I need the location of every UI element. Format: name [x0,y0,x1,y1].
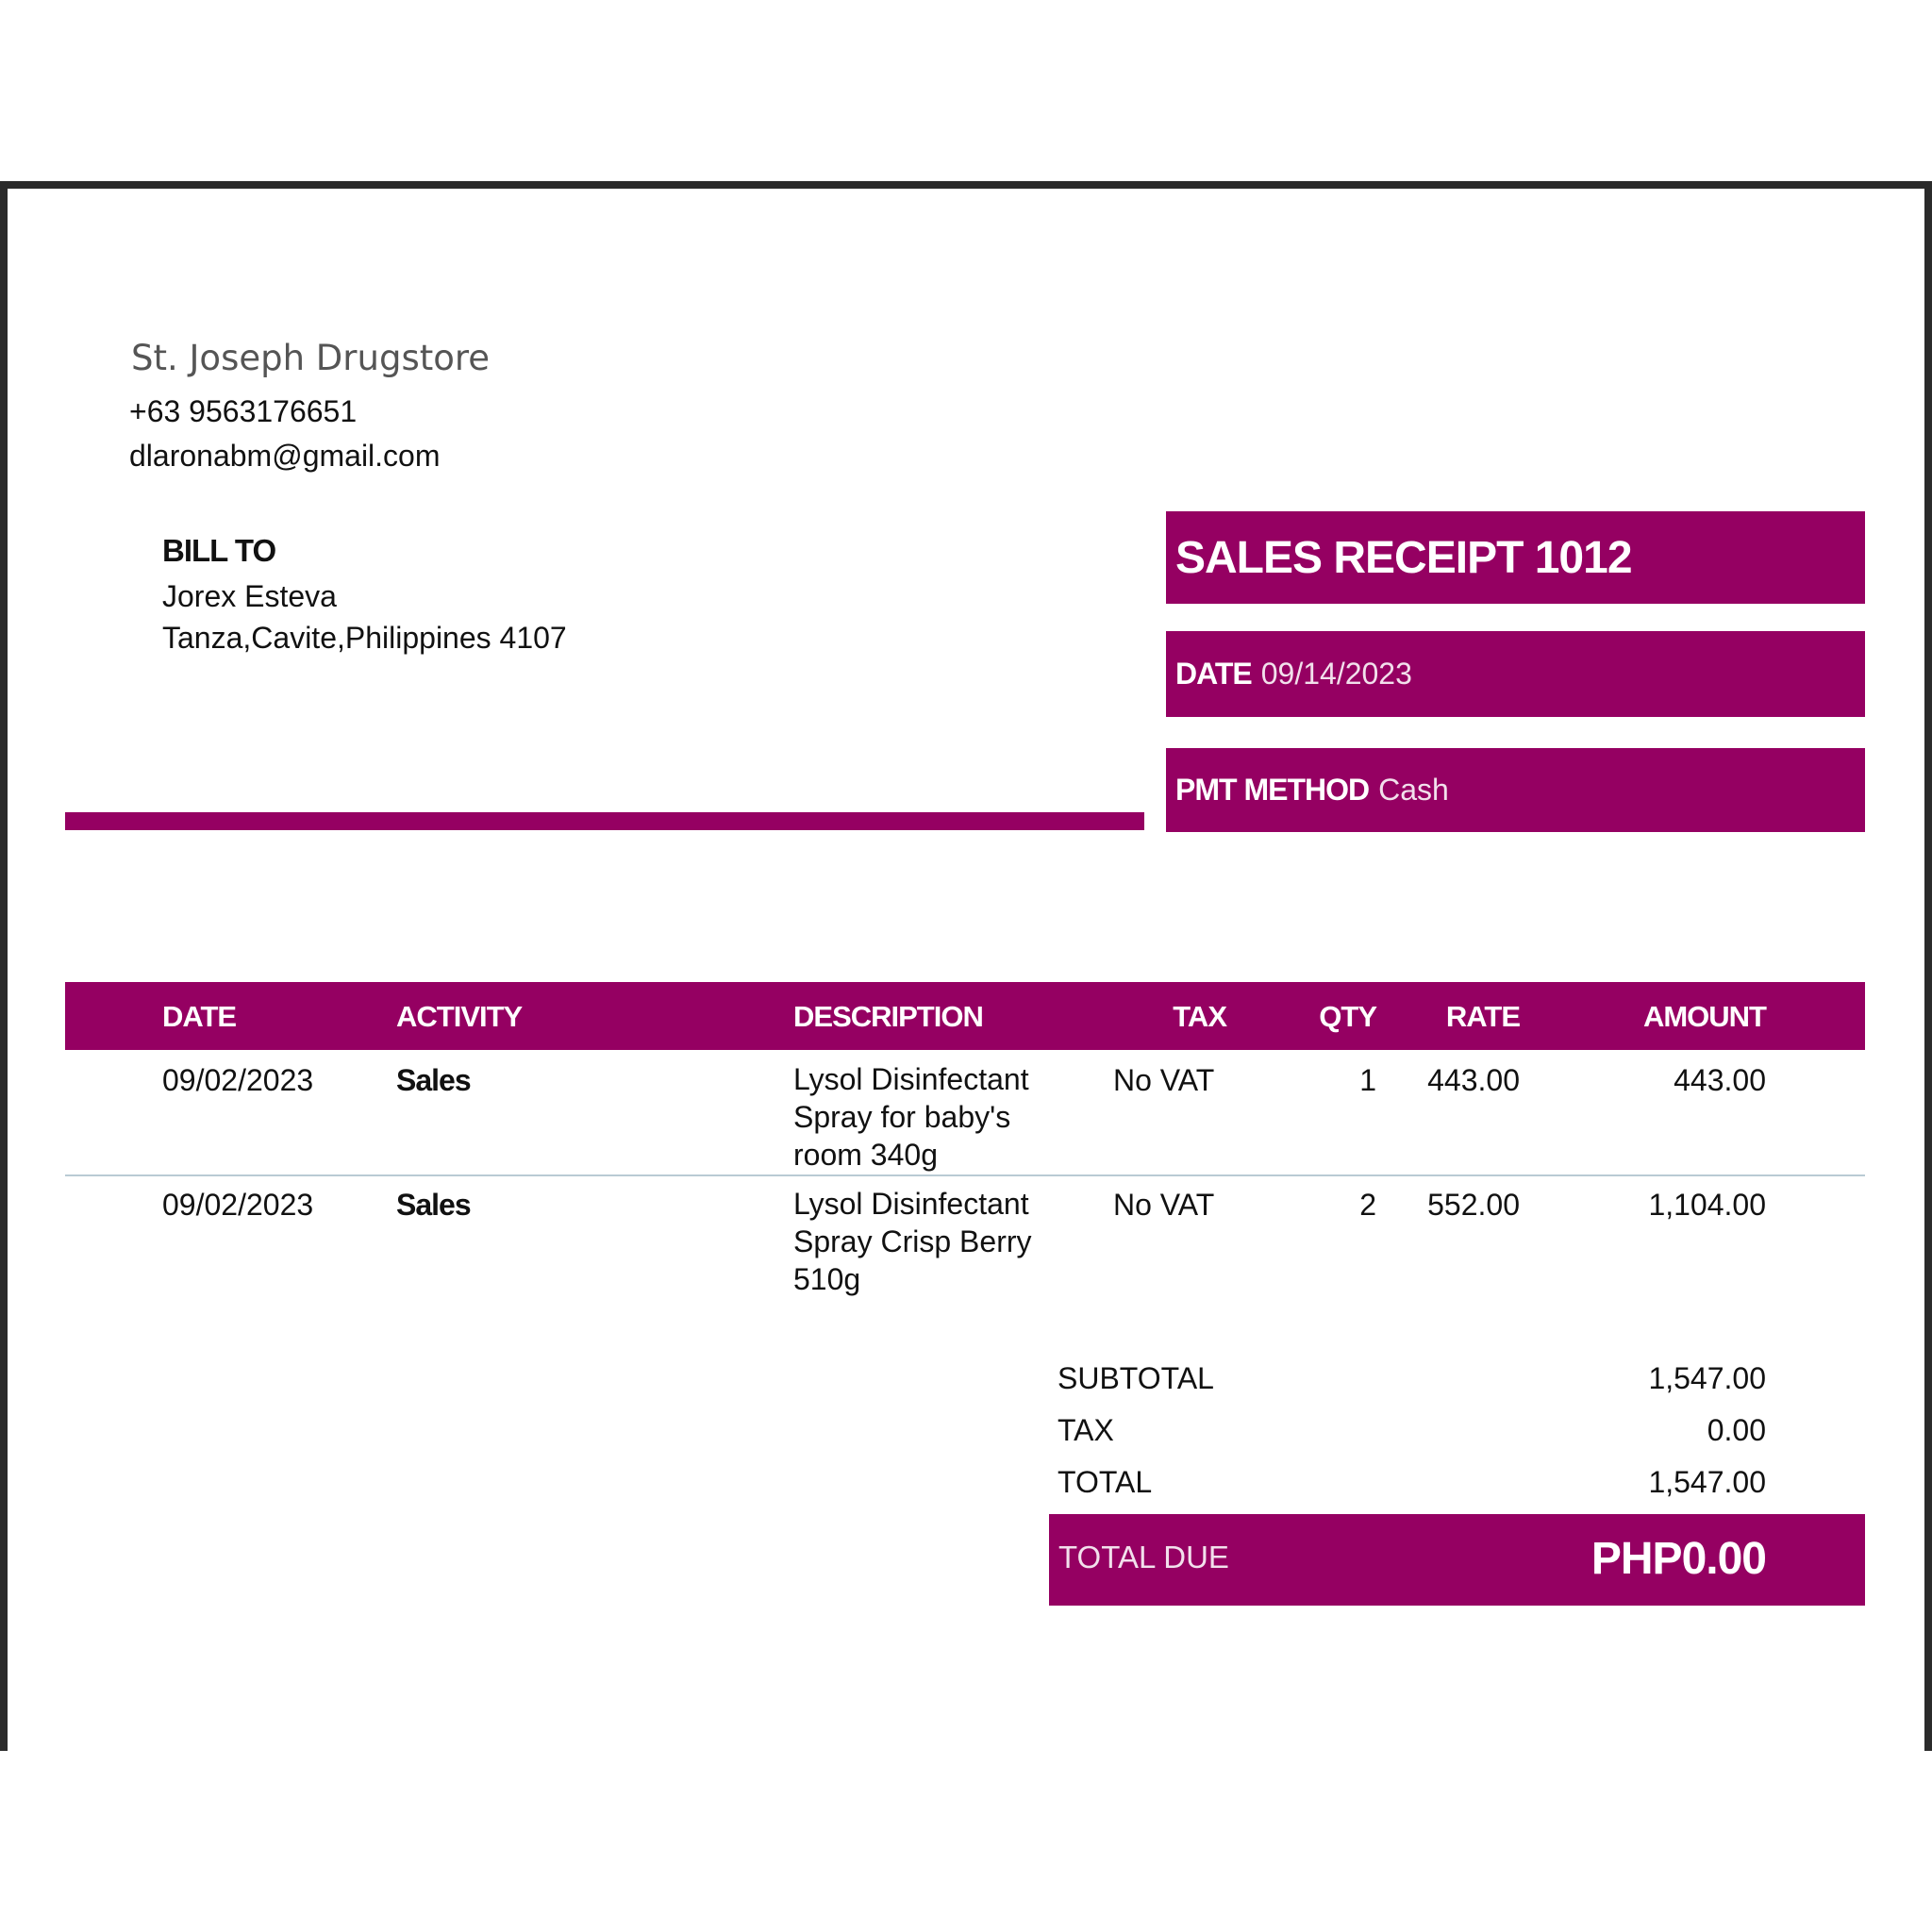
row-activity: Sales [396,1188,471,1222]
company-phone: +63 9563176651 [129,394,358,428]
column-header-activity: ACTIVITY [396,1000,523,1033]
row-rate: 552.00 [1427,1188,1520,1222]
column-header-rate: RATE [1445,1000,1520,1033]
date-value: 09/14/2023 [1260,657,1412,691]
column-header-tax: TAX [1173,1000,1226,1033]
row-tax: No VAT [1113,1063,1215,1097]
total-due-value: PHP0.00 [1591,1534,1766,1584]
receipt-date-box [1166,631,1865,717]
bill-to-address: Tanza,Cavite,Philippines 4107 [162,621,567,655]
row-amount: 1,104.00 [1648,1188,1766,1222]
total-value: 1,547.00 [1648,1465,1766,1499]
total-label: TOTAL [1058,1465,1153,1499]
tax-total-value: 0.00 [1707,1413,1766,1447]
subtotal-value: 1,547.00 [1648,1361,1766,1395]
row-tax: No VAT [1113,1188,1215,1222]
payment-method-box [1166,748,1865,832]
row-qty: 1 [1359,1063,1376,1097]
row-activity: Sales [396,1063,471,1097]
row-rate: 443.00 [1427,1063,1520,1097]
row-date: 09/02/2023 [162,1188,314,1222]
row-divider [65,1174,1865,1176]
company-name: St. Joseph Drugstore [131,338,491,378]
row-description: Lysol Disinfectant Spray Crisp Berry 510g [793,1187,1032,1296]
payment-method-value: Cash [1378,773,1449,807]
row-date: 09/02/2023 [162,1063,314,1097]
row-amount: 443.00 [1674,1063,1766,1097]
row-description: Lysol Disinfectant Spray for baby's room 340g [793,1062,1029,1172]
receipt-title: SALES RECEIPT 1012 [1175,532,1632,583]
company-email: dlaronabm@gmail.com [129,439,441,473]
date-label: DATE [1175,657,1252,691]
accent-divider [65,812,1144,830]
column-header-qty: QTY [1319,1000,1376,1033]
subtotal-label: SUBTOTAL [1058,1361,1214,1395]
tax-total-label: TAX [1058,1413,1114,1447]
column-header-date: DATE [162,1000,237,1033]
receipt-title-box [1166,511,1865,604]
column-header-description: DESCRIPTION [793,1000,983,1033]
row-qty: 2 [1359,1188,1376,1222]
bill-to-label: BILL TO [162,533,276,568]
bill-to-name: Jorex Esteva [162,579,337,613]
total-due-label: TOTAL DUE [1058,1540,1229,1574]
column-header-amount: AMOUNT [1642,1000,1766,1033]
payment-method-label: PMT METHOD [1175,773,1370,807]
